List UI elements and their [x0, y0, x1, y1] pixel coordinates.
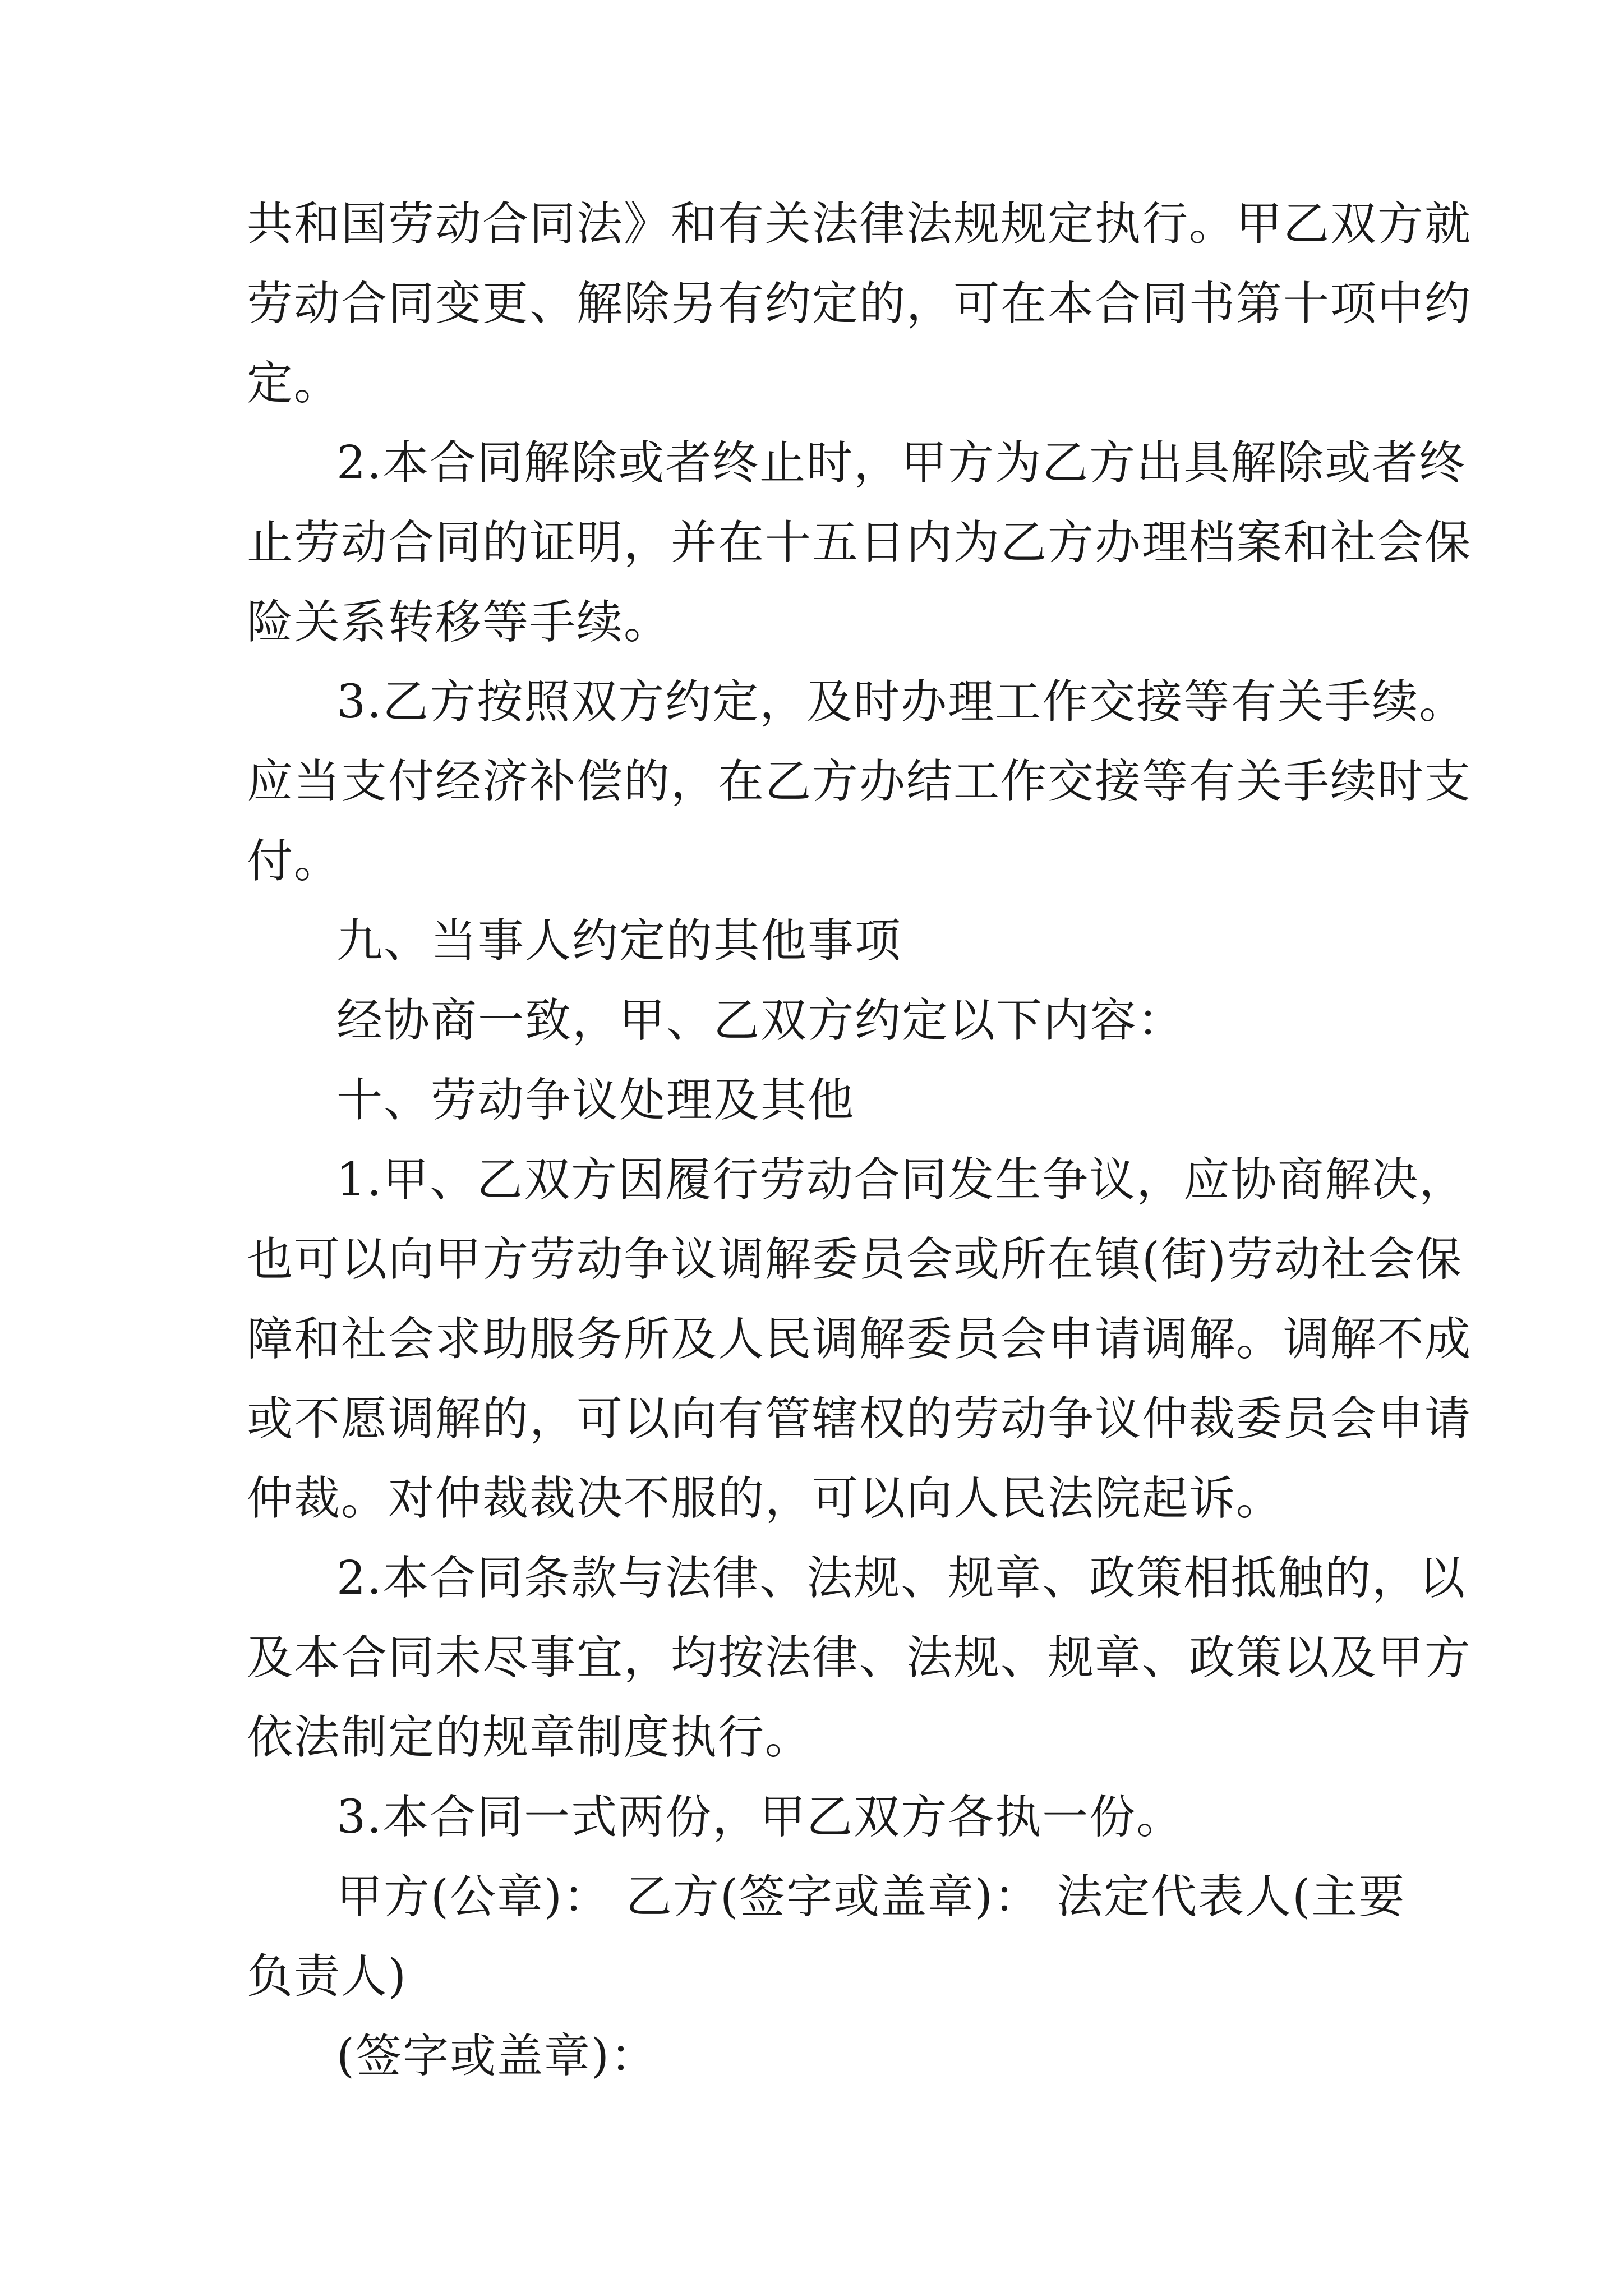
- text-line: 劳动合同变更、解除另有约定的，可在本合同书第十项中约: [247, 277, 1472, 330]
- text-line: 2.本合同条款与法律、法规、规章、政策相抵触的，以: [336, 1552, 1467, 1605]
- text-line: 3.本合同一式两份，甲乙双方各执一份。: [336, 1791, 1184, 1844]
- section-heading: 十、劳动争议处理及其他: [336, 1074, 855, 1127]
- text-line: 付。: [247, 835, 342, 888]
- text-line: 定。: [247, 357, 342, 410]
- text-line: 应当支付经济补偿的，在乙方办结工作交接等有关手续时支: [247, 755, 1472, 808]
- text-line: 1.甲、乙双方因履行劳动合同发生争议，应协商解决，: [336, 1153, 1467, 1207]
- text-line: 险关系转移等手续。: [247, 596, 671, 649]
- text-line: 经协商一致，甲、乙双方约定以下内容：: [336, 994, 1185, 1047]
- text-line: 障和社会求助服务所及人民调解委员会申请调解。调解不成: [247, 1313, 1472, 1366]
- text-line: 止劳动合同的证明，并在十五日内为乙方办理档案和社会保: [247, 516, 1472, 569]
- text-line: 2.本合同解除或者终止时，甲方为乙方出具解除或者终: [336, 436, 1467, 490]
- text-line: 共和国劳动合同法》和有关法律法规规定执行。甲乙双方就: [247, 197, 1472, 251]
- signature-line: 甲方(公章)： 乙方(签字或盖章)： 法定代表人(主要: [336, 1870, 1406, 1924]
- text-line: 也可以向甲方劳动争议调解委员会或所在镇(街)劳动社会保: [247, 1233, 1463, 1286]
- text-line: 3.乙方按照双方约定，及时办理工作交接等有关手续。: [336, 675, 1467, 729]
- text-line: 仲裁。对仲裁裁决不服的，可以向人民法院起诉。: [247, 1472, 1284, 1525]
- text-line: 或不愿调解的，可以向有管辖权的劳动争议仲裁委员会申请: [247, 1392, 1472, 1446]
- signature-line: 负责人): [247, 1950, 407, 2003]
- signature-line: (签字或盖章)：: [336, 2030, 657, 2083]
- section-heading: 九、当事人约定的其他事项: [336, 914, 902, 968]
- text-line: 及本合同未尽事宜，均按法律、法规、规章、政策以及甲方: [247, 1631, 1472, 1685]
- text-line: 依法制定的规章制度执行。: [247, 1711, 813, 1764]
